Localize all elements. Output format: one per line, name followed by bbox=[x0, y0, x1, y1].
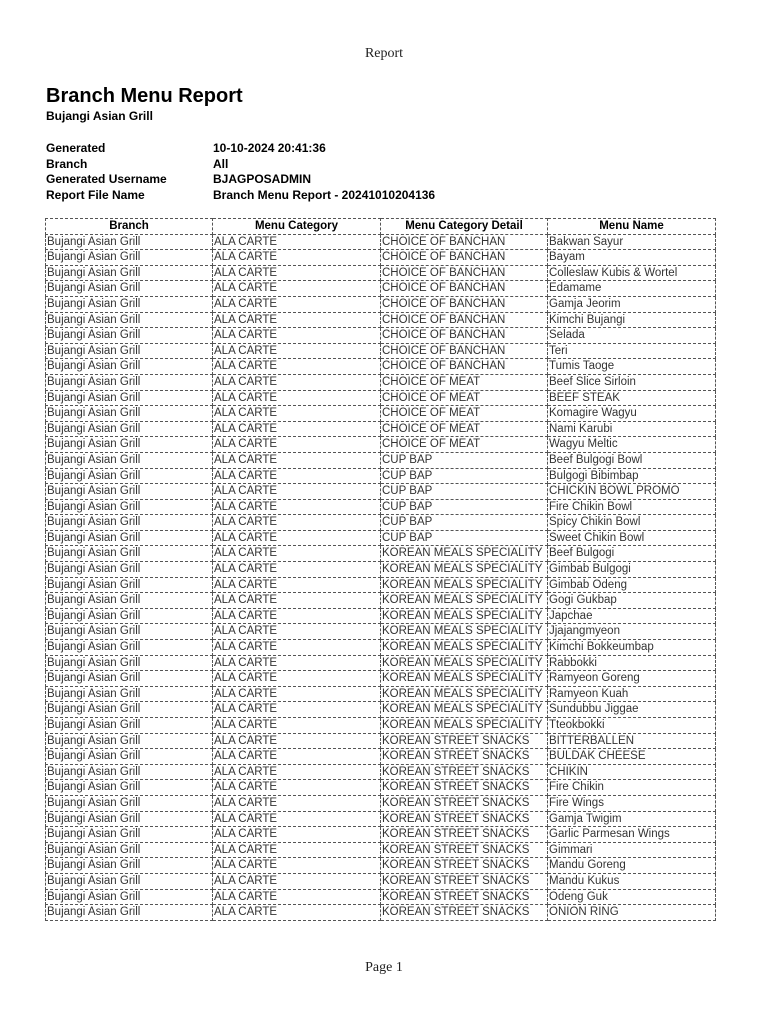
cell-branch: Bujangi Asian Grill bbox=[46, 795, 213, 811]
cell-menu-category: ALA CARTE bbox=[213, 296, 381, 312]
cell-menu-name: Colleslaw Kubis & Wortel bbox=[548, 265, 716, 281]
table-row bbox=[46, 296, 716, 312]
cell-branch: Bujangi Asian Grill bbox=[46, 328, 213, 344]
table-row bbox=[46, 702, 716, 718]
meta-row-file-name bbox=[46, 188, 435, 204]
cell-menu-category: ALA CARTE bbox=[213, 281, 381, 297]
cell-menu-category-detail: KOREAN STREET SNACKS bbox=[381, 827, 548, 843]
table-row bbox=[46, 827, 716, 843]
cell-menu-name: Sundubbu Jiggae bbox=[548, 702, 716, 718]
table-row bbox=[46, 328, 716, 344]
meta-label: Report File Name bbox=[46, 187, 145, 202]
cell-menu-category-detail: CHOICE OF MEAT bbox=[381, 406, 548, 422]
cell-menu-category: ALA CARTE bbox=[213, 374, 381, 390]
cell-menu-name: Japchae bbox=[548, 608, 716, 624]
meta-row-generated bbox=[46, 141, 435, 157]
cell-branch: Bujangi Asian Grill bbox=[46, 593, 213, 609]
cell-menu-category-detail: KOREAN MEALS SPECIALITY bbox=[381, 593, 548, 609]
cell-menu-name: CHICKIN BOWL PROMO bbox=[548, 484, 716, 500]
cell-menu-category-detail: KOREAN MEALS SPECIALITY bbox=[381, 671, 548, 687]
report-metadata bbox=[46, 141, 435, 203]
cell-menu-category-detail: CUP BAP bbox=[381, 530, 548, 546]
cell-branch: Bujangi Asian Grill bbox=[46, 546, 213, 562]
table-row bbox=[46, 484, 716, 500]
cell-branch: Bujangi Asian Grill bbox=[46, 359, 213, 375]
cell-menu-category: ALA CARTE bbox=[213, 406, 381, 422]
cell-menu-category: ALA CARTE bbox=[213, 733, 381, 749]
table-row bbox=[46, 608, 716, 624]
cell-menu-category-detail: KOREAN STREET SNACKS bbox=[381, 764, 548, 780]
column-header-branch: Branch bbox=[46, 219, 213, 235]
cell-branch: Bujangi Asian Grill bbox=[46, 250, 213, 266]
table-row bbox=[46, 858, 716, 874]
cell-branch: Bujangi Asian Grill bbox=[46, 873, 213, 889]
cell-menu-category-detail: KOREAN STREET SNACKS bbox=[381, 733, 548, 749]
cell-menu-category: ALA CARTE bbox=[213, 250, 381, 266]
cell-menu-category: ALA CARTE bbox=[213, 328, 381, 344]
table-row bbox=[46, 546, 716, 562]
cell-menu-category: ALA CARTE bbox=[213, 359, 381, 375]
cell-menu-category-detail: CHOICE OF MEAT bbox=[381, 390, 548, 406]
cell-menu-category: ALA CARTE bbox=[213, 234, 381, 250]
cell-menu-category-detail: CUP BAP bbox=[381, 515, 548, 531]
cell-menu-category: ALA CARTE bbox=[213, 873, 381, 889]
table-row bbox=[46, 795, 716, 811]
cell-menu-category-detail: KOREAN STREET SNACKS bbox=[381, 858, 548, 874]
cell-menu-category: ALA CARTE bbox=[213, 484, 381, 500]
cell-menu-category: ALA CARTE bbox=[213, 608, 381, 624]
cell-menu-category-detail: KOREAN STREET SNACKS bbox=[381, 780, 548, 796]
table-row bbox=[46, 312, 716, 328]
cell-menu-name: Spicy Chikin Bowl bbox=[548, 515, 716, 531]
cell-menu-category: ALA CARTE bbox=[213, 858, 381, 874]
cell-branch: Bujangi Asian Grill bbox=[46, 515, 213, 531]
page-header: Report bbox=[364, 46, 404, 61]
cell-menu-name: Kimchi Bokkeumbap bbox=[548, 640, 716, 656]
cell-branch: Bujangi Asian Grill bbox=[46, 421, 213, 437]
table-row bbox=[46, 873, 716, 889]
cell-branch: Bujangi Asian Grill bbox=[46, 702, 213, 718]
cell-menu-category: ALA CARTE bbox=[213, 749, 381, 765]
cell-menu-name: Fire Chikin bbox=[548, 780, 716, 796]
table-row bbox=[46, 452, 716, 468]
cell-menu-name: Odeng Guk bbox=[548, 889, 716, 905]
table-row bbox=[46, 390, 716, 406]
cell-branch: Bujangi Asian Grill bbox=[46, 468, 213, 484]
meta-label: Generated Username bbox=[46, 172, 167, 187]
cell-menu-name: Tteokbokki bbox=[548, 718, 716, 734]
cell-menu-category-detail: KOREAN MEALS SPECIALITY bbox=[381, 624, 548, 640]
cell-menu-name: Nami Karubi bbox=[548, 421, 716, 437]
cell-menu-category: ALA CARTE bbox=[213, 546, 381, 562]
page-number: Page 1 bbox=[365, 960, 403, 975]
cell-branch: Bujangi Asian Grill bbox=[46, 452, 213, 468]
cell-branch: Bujangi Asian Grill bbox=[46, 905, 213, 921]
cell-menu-category-detail: CHOICE OF MEAT bbox=[381, 437, 548, 453]
cell-menu-category-detail: KOREAN MEALS SPECIALITY bbox=[381, 686, 548, 702]
column-header-menu-name: Menu Name bbox=[548, 219, 716, 235]
table-row bbox=[46, 624, 716, 640]
cell-menu-name: BITTERBALLEN bbox=[548, 733, 716, 749]
cell-menu-category: ALA CARTE bbox=[213, 312, 381, 328]
cell-menu-category: ALA CARTE bbox=[213, 795, 381, 811]
table-row bbox=[46, 889, 716, 905]
cell-menu-name: Teri bbox=[548, 343, 716, 359]
cell-branch: Bujangi Asian Grill bbox=[46, 577, 213, 593]
cell-branch: Bujangi Asian Grill bbox=[46, 484, 213, 500]
cell-menu-category-detail: KOREAN MEALS SPECIALITY bbox=[381, 562, 548, 578]
cell-menu-category-detail: KOREAN STREET SNACKS bbox=[381, 749, 548, 765]
cell-menu-category-detail: KOREAN STREET SNACKS bbox=[381, 811, 548, 827]
cell-menu-name: Ramyeon Goreng bbox=[548, 671, 716, 687]
meta-label: Branch bbox=[46, 156, 88, 171]
cell-menu-category-detail: KOREAN MEALS SPECIALITY bbox=[381, 546, 548, 562]
table-row bbox=[46, 343, 716, 359]
cell-menu-name: Gamja Twigim bbox=[548, 811, 716, 827]
cell-branch: Bujangi Asian Grill bbox=[46, 686, 213, 702]
cell-menu-name: Mandu Kukus bbox=[548, 873, 716, 889]
cell-menu-name: Garlic Parmesan Wings bbox=[548, 827, 716, 843]
meta-label: Generated bbox=[46, 141, 106, 155]
cell-branch: Bujangi Asian Grill bbox=[46, 827, 213, 843]
table-row bbox=[46, 374, 716, 390]
table-row bbox=[46, 468, 716, 484]
table-row bbox=[46, 515, 716, 531]
cell-menu-category: ALA CARTE bbox=[213, 562, 381, 578]
cell-menu-category-detail: CHOICE OF BANCHAN bbox=[381, 359, 548, 375]
cell-menu-category: ALA CARTE bbox=[213, 640, 381, 656]
table-row bbox=[46, 749, 716, 765]
cell-menu-category: ALA CARTE bbox=[213, 265, 381, 281]
cell-menu-category: ALA CARTE bbox=[213, 593, 381, 609]
cell-menu-category-detail: CHOICE OF BANCHAN bbox=[381, 343, 548, 359]
cell-branch: Bujangi Asian Grill bbox=[46, 718, 213, 734]
cell-menu-category-detail: CHOICE OF MEAT bbox=[381, 374, 548, 390]
cell-branch: Bujangi Asian Grill bbox=[46, 406, 213, 422]
cell-menu-category-detail: CUP BAP bbox=[381, 452, 548, 468]
cell-menu-category-detail: KOREAN STREET SNACKS bbox=[381, 889, 548, 905]
cell-menu-category: ALA CARTE bbox=[213, 905, 381, 921]
table-row bbox=[46, 499, 716, 515]
cell-menu-category-detail: KOREAN MEALS SPECIALITY bbox=[381, 655, 548, 671]
column-header-menu-category: Menu Category bbox=[213, 219, 381, 235]
table-row bbox=[46, 421, 716, 437]
cell-branch: Bujangi Asian Grill bbox=[46, 624, 213, 640]
table-row bbox=[46, 530, 716, 546]
cell-branch: Bujangi Asian Grill bbox=[46, 640, 213, 656]
table-row bbox=[46, 562, 716, 578]
cell-menu-name: Kimchi Bujangi bbox=[548, 312, 716, 328]
table-row bbox=[46, 718, 716, 734]
cell-menu-category-detail: KOREAN MEALS SPECIALITY bbox=[381, 640, 548, 656]
cell-menu-category-detail: KOREAN MEALS SPECIALITY bbox=[381, 608, 548, 624]
cell-menu-name: Rabbokki bbox=[548, 655, 716, 671]
table-header-row bbox=[46, 219, 716, 235]
cell-branch: Bujangi Asian Grill bbox=[46, 343, 213, 359]
cell-menu-name: Beef Slice Sirloin bbox=[548, 374, 716, 390]
cell-menu-category-detail: KOREAN STREET SNACKS bbox=[381, 905, 548, 921]
meta-value: BJAGPOSADMIN bbox=[213, 172, 312, 187]
company-name: Bujangi Asian Grill bbox=[46, 109, 153, 123]
table-row bbox=[46, 686, 716, 702]
report-title: Branch Menu Report bbox=[46, 85, 243, 107]
cell-menu-name: Edamame bbox=[548, 281, 716, 297]
cell-branch: Bujangi Asian Grill bbox=[46, 780, 213, 796]
cell-menu-category: ALA CARTE bbox=[213, 686, 381, 702]
table-row bbox=[46, 655, 716, 671]
cell-menu-name: Jjajangmyeon bbox=[548, 624, 716, 640]
cell-menu-name: Gimbab Bulgogi bbox=[548, 562, 716, 578]
table-row bbox=[46, 265, 716, 281]
meta-row-username bbox=[46, 172, 435, 188]
cell-menu-category-detail: KOREAN MEALS SPECIALITY bbox=[381, 577, 548, 593]
cell-menu-category: ALA CARTE bbox=[213, 452, 381, 468]
cell-menu-category: ALA CARTE bbox=[213, 437, 381, 453]
cell-menu-name: Bakwan Sayur bbox=[548, 234, 716, 250]
cell-menu-category: ALA CARTE bbox=[213, 827, 381, 843]
cell-menu-name: ONION RING bbox=[548, 905, 716, 921]
table-row bbox=[46, 671, 716, 687]
table-row bbox=[46, 250, 716, 266]
cell-menu-category-detail: CHOICE OF BANCHAN bbox=[381, 312, 548, 328]
cell-menu-category-detail: CHOICE OF BANCHAN bbox=[381, 328, 548, 344]
meta-value: Branch Menu Report - 20241010204136 bbox=[213, 187, 436, 202]
table-row bbox=[46, 281, 716, 297]
cell-branch: Bujangi Asian Grill bbox=[46, 296, 213, 312]
cell-menu-name: Fire Wings bbox=[548, 795, 716, 811]
cell-branch: Bujangi Asian Grill bbox=[46, 764, 213, 780]
cell-menu-category-detail: KOREAN STREET SNACKS bbox=[381, 842, 548, 858]
cell-branch: Bujangi Asian Grill bbox=[46, 655, 213, 671]
cell-branch: Bujangi Asian Grill bbox=[46, 889, 213, 905]
cell-menu-category: ALA CARTE bbox=[213, 468, 381, 484]
table-body bbox=[46, 234, 716, 920]
table-row bbox=[46, 905, 716, 921]
cell-branch: Bujangi Asian Grill bbox=[46, 312, 213, 328]
cell-menu-name: Ramyeon Kuah bbox=[548, 686, 716, 702]
cell-branch: Bujangi Asian Grill bbox=[46, 265, 213, 281]
cell-branch: Bujangi Asian Grill bbox=[46, 608, 213, 624]
cell-menu-category-detail: KOREAN MEALS SPECIALITY bbox=[381, 718, 548, 734]
cell-branch: Bujangi Asian Grill bbox=[46, 390, 213, 406]
cell-menu-category-detail: KOREAN MEALS SPECIALITY bbox=[381, 702, 548, 718]
cell-menu-name: Gimbab Odeng bbox=[548, 577, 716, 593]
table-row bbox=[46, 577, 716, 593]
cell-branch: Bujangi Asian Grill bbox=[46, 499, 213, 515]
table-row bbox=[46, 733, 716, 749]
cell-menu-name: Komagire Wagyu bbox=[548, 406, 716, 422]
cell-branch: Bujangi Asian Grill bbox=[46, 530, 213, 546]
meta-value: 10-10-2024 20:41:36 bbox=[213, 141, 326, 155]
table-row bbox=[46, 234, 716, 250]
cell-branch: Bujangi Asian Grill bbox=[46, 281, 213, 297]
cell-branch: Bujangi Asian Grill bbox=[46, 858, 213, 874]
table-row bbox=[46, 640, 716, 656]
cell-menu-category: ALA CARTE bbox=[213, 842, 381, 858]
cell-menu-category-detail: CHOICE OF BANCHAN bbox=[381, 265, 548, 281]
cell-branch: Bujangi Asian Grill bbox=[46, 562, 213, 578]
cell-branch: Bujangi Asian Grill bbox=[46, 842, 213, 858]
table-row bbox=[46, 359, 716, 375]
cell-menu-category: ALA CARTE bbox=[213, 764, 381, 780]
cell-menu-category: ALA CARTE bbox=[213, 671, 381, 687]
cell-menu-category: ALA CARTE bbox=[213, 390, 381, 406]
cell-menu-name: Sweet Chikin Bowl bbox=[548, 530, 716, 546]
cell-menu-category-detail: CHOICE OF BANCHAN bbox=[381, 234, 548, 250]
cell-menu-category: ALA CARTE bbox=[213, 655, 381, 671]
cell-menu-name: Gimmari bbox=[548, 842, 716, 858]
cell-menu-category: ALA CARTE bbox=[213, 515, 381, 531]
cell-menu-name: Gogi Gukbap bbox=[548, 593, 716, 609]
meta-row-branch bbox=[46, 157, 435, 173]
table-row bbox=[46, 780, 716, 796]
cell-menu-category: ALA CARTE bbox=[213, 421, 381, 437]
cell-menu-category: ALA CARTE bbox=[213, 499, 381, 515]
cell-menu-category-detail: CHOICE OF BANCHAN bbox=[381, 281, 548, 297]
cell-menu-name: Beef Bulgogi bbox=[548, 546, 716, 562]
cell-branch: Bujangi Asian Grill bbox=[46, 234, 213, 250]
cell-menu-category-detail: CUP BAP bbox=[381, 468, 548, 484]
cell-menu-name: CHIKIN bbox=[548, 764, 716, 780]
cell-menu-name: Selada bbox=[548, 328, 716, 344]
cell-menu-name: Bulgogi Bibimbap bbox=[548, 468, 716, 484]
cell-menu-category-detail: CUP BAP bbox=[381, 484, 548, 500]
cell-branch: Bujangi Asian Grill bbox=[46, 437, 213, 453]
cell-menu-category-detail: KOREAN STREET SNACKS bbox=[381, 873, 548, 889]
cell-menu-name: Fire Chikin Bowl bbox=[548, 499, 716, 515]
cell-menu-category: ALA CARTE bbox=[213, 702, 381, 718]
cell-menu-name: Beef Bulgogi Bowl bbox=[548, 452, 716, 468]
cell-menu-category-detail: CUP BAP bbox=[381, 499, 548, 515]
cell-menu-name: BULDAK CHEESE bbox=[548, 749, 716, 765]
cell-menu-category: ALA CARTE bbox=[213, 577, 381, 593]
cell-menu-category-detail: CHOICE OF MEAT bbox=[381, 421, 548, 437]
meta-value: All bbox=[213, 156, 229, 171]
table-row bbox=[46, 406, 716, 422]
cell-menu-category-detail: KOREAN STREET SNACKS bbox=[381, 795, 548, 811]
cell-branch: Bujangi Asian Grill bbox=[46, 733, 213, 749]
table-row bbox=[46, 593, 716, 609]
cell-menu-category: ALA CARTE bbox=[213, 811, 381, 827]
cell-menu-category: ALA CARTE bbox=[213, 718, 381, 734]
cell-menu-category: ALA CARTE bbox=[213, 343, 381, 359]
cell-branch: Bujangi Asian Grill bbox=[46, 749, 213, 765]
table-row bbox=[46, 811, 716, 827]
cell-menu-name: BEEF STEAK bbox=[548, 390, 716, 406]
table-row bbox=[46, 764, 716, 780]
cell-menu-category: ALA CARTE bbox=[213, 889, 381, 905]
cell-menu-category: ALA CARTE bbox=[213, 530, 381, 546]
cell-branch: Bujangi Asian Grill bbox=[46, 671, 213, 687]
cell-menu-name: Wagyu Meltic bbox=[548, 437, 716, 453]
cell-menu-category-detail: CHOICE OF BANCHAN bbox=[381, 250, 548, 266]
cell-branch: Bujangi Asian Grill bbox=[46, 374, 213, 390]
cell-menu-name: Gamja Jeorim bbox=[548, 296, 716, 312]
menu-table bbox=[45, 218, 716, 921]
cell-menu-category: ALA CARTE bbox=[213, 624, 381, 640]
cell-menu-category-detail: CHOICE OF BANCHAN bbox=[381, 296, 548, 312]
table-row bbox=[46, 437, 716, 453]
cell-menu-category: ALA CARTE bbox=[213, 780, 381, 796]
column-header-menu-category-detail: Menu Category Detail bbox=[381, 219, 548, 235]
cell-branch: Bujangi Asian Grill bbox=[46, 811, 213, 827]
table-row bbox=[46, 842, 716, 858]
cell-menu-name: Mandu Goreng bbox=[548, 858, 716, 874]
cell-menu-name: Tumis Taoge bbox=[548, 359, 716, 375]
cell-menu-name: Bayam bbox=[548, 250, 716, 266]
